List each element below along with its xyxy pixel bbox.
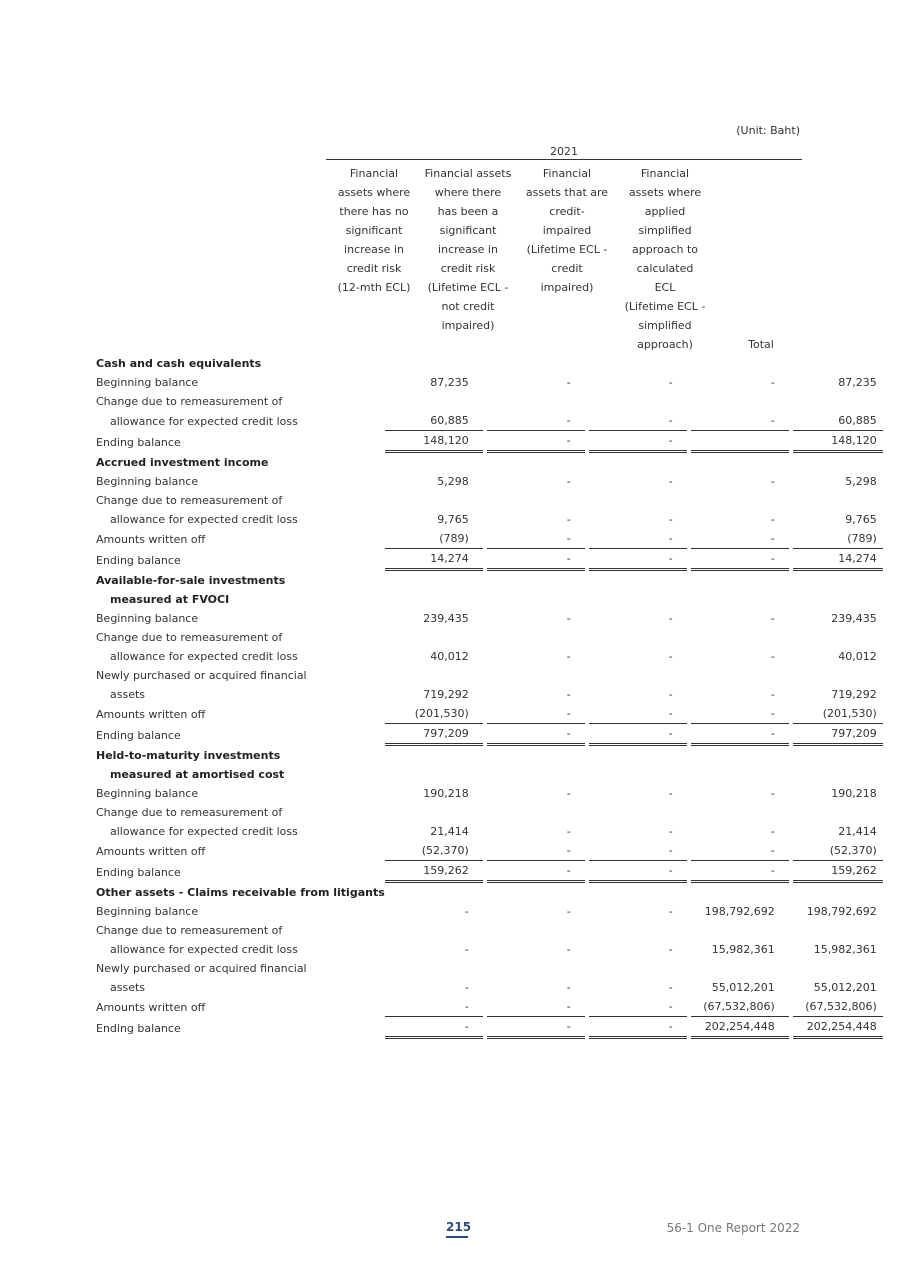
header-col-4: Financial assets where applied simplified approach to calculated ECL (Lifetime ECL - simplified approach): [624, 167, 706, 351]
table-row: [96, 529, 883, 549]
row-label: Ending balance: [96, 553, 181, 567]
table-row: [96, 609, 883, 628]
table-row: [96, 784, 883, 803]
cell-value: 198,792,692: [791, 902, 883, 921]
header-col-2: Financial assets where there has been a significant increase in credit risk (Lifetime ECL - not credit impaired): [424, 167, 512, 332]
cell-value: [587, 590, 689, 609]
row-label: allowance for expected credit loss: [110, 825, 298, 838]
table-row: [96, 978, 883, 997]
cell-value: -: [485, 373, 587, 392]
cell-value: -: [587, 529, 689, 549]
row-label: Change due to remeasurement of: [96, 395, 283, 408]
cell-value: [689, 803, 791, 822]
cell-value: [689, 354, 791, 373]
cell-value: 202,254,448: [791, 1017, 883, 1038]
cell-value: -: [689, 647, 791, 666]
cell-value: [791, 959, 883, 978]
cell-value: 159,262: [791, 861, 883, 882]
cell-value: [791, 590, 883, 609]
cell-value: 21,414: [791, 822, 883, 841]
row-label: Amounts written off: [96, 532, 206, 546]
cell-value: -: [485, 1017, 587, 1038]
cell-value: [385, 745, 485, 766]
section-row: [96, 570, 883, 591]
cell-value: [385, 666, 485, 685]
row-label: Amounts written off: [96, 1000, 206, 1014]
row-label: Beginning balance: [96, 475, 199, 488]
table-row: [96, 803, 883, 822]
cell-value: -: [464, 943, 469, 956]
cell-value: [385, 354, 485, 373]
section-title: measured at FVOCI: [110, 593, 230, 606]
table-row: [96, 921, 883, 940]
cell-value: 5,298: [791, 472, 883, 491]
cell-value: [485, 765, 587, 784]
section-title: Cash and cash equivalents: [96, 357, 262, 370]
cell-value: 21,414: [430, 825, 469, 838]
header-col-1: Financial assets where there has no significant increase in credit risk (12-mth ECL): [337, 167, 411, 294]
cell-value: (67,532,806): [689, 997, 791, 1017]
cell-value: [385, 491, 485, 510]
cell-value: [791, 745, 883, 766]
row-label: Beginning balance: [96, 787, 199, 800]
cell-value: -: [485, 822, 587, 841]
cell-value: [791, 628, 883, 647]
table-row: [96, 685, 883, 704]
cell-value: -: [689, 529, 791, 549]
cell-value: (789): [791, 529, 883, 549]
cell-value: -: [485, 784, 587, 803]
row-label: allowance for expected credit loss: [110, 414, 298, 428]
cell-value: [587, 803, 689, 822]
row-label: allowance for expected credit loss: [110, 650, 298, 663]
section-row: [96, 882, 883, 903]
cell-value: -: [485, 431, 587, 452]
page-number: 215: [446, 1220, 472, 1234]
cell-value: [587, 882, 689, 903]
cell-value: 148,120: [791, 431, 883, 452]
cell-value: 719,292: [791, 685, 883, 704]
cell-value: [587, 765, 689, 784]
cell-value: -: [485, 510, 587, 529]
cell-value: [485, 882, 587, 903]
table-row: [96, 628, 883, 647]
cell-value: [791, 803, 883, 822]
row-label: Change due to remeasurement of: [96, 924, 283, 937]
header-col-total: Total: [748, 338, 774, 351]
cell-value: [485, 570, 587, 591]
cell-value: -: [485, 411, 587, 431]
cell-value: [385, 628, 485, 647]
cell-value: [485, 959, 587, 978]
cell-value: 60,885: [791, 411, 883, 431]
cell-value: [689, 431, 791, 452]
row-label: Change due to remeasurement of: [96, 631, 283, 644]
cell-value: -: [587, 1017, 689, 1038]
cell-value: 14,274: [385, 549, 485, 570]
cell-value: -: [485, 978, 587, 997]
cell-value: 9,765: [791, 510, 883, 529]
cell-value: 5,298: [437, 475, 469, 488]
cell-value: [587, 628, 689, 647]
cell-value: -: [689, 411, 791, 431]
cell-value: -: [485, 940, 587, 959]
cell-value: -: [587, 647, 689, 666]
cell-value: [485, 745, 587, 766]
cell-value: -: [587, 510, 689, 529]
cell-value: [385, 392, 485, 411]
cell-value: [689, 921, 791, 940]
cell-value: [385, 921, 485, 940]
cell-value: 40,012: [430, 650, 469, 663]
row-label: Newly purchased or acquired financial: [96, 669, 307, 682]
cell-value: -: [587, 940, 689, 959]
page-number-underline: [446, 1236, 468, 1238]
cell-value: (67,532,806): [791, 997, 883, 1017]
header-col-3: Financial assets that are credit- impaired (Lifetime ECL - credit impaired): [525, 167, 609, 294]
table-row: [96, 940, 883, 959]
table-row: [96, 822, 883, 841]
cell-value: 719,292: [423, 688, 469, 701]
cell-value: (201,530): [791, 704, 883, 724]
cell-value: -: [587, 724, 689, 745]
cell-value: 797,209: [791, 724, 883, 745]
cell-value: -: [689, 510, 791, 529]
cell-value: 190,218: [791, 784, 883, 803]
cell-value: [485, 354, 587, 373]
section-row: [96, 590, 883, 609]
cell-value: (201,530): [385, 704, 485, 724]
cell-value: -: [485, 902, 587, 921]
cell-value: -: [485, 704, 587, 724]
cell-value: [689, 745, 791, 766]
row-label: assets: [110, 688, 146, 701]
cell-value: [385, 882, 485, 903]
cell-value: -: [689, 841, 791, 861]
cell-value: (789): [385, 529, 485, 549]
row-label: Ending balance: [96, 1021, 181, 1035]
year-divider: [326, 159, 802, 160]
cell-value: 202,254,448: [689, 1017, 791, 1038]
table-row: [96, 841, 883, 861]
cell-value: -: [587, 549, 689, 570]
section-title: Other assets - Claims receivable from litigants: [96, 886, 385, 899]
table-row: [96, 724, 883, 745]
cell-value: -: [385, 997, 485, 1017]
cell-value: -: [587, 685, 689, 704]
row-label: Ending balance: [96, 728, 181, 742]
cell-value: [689, 491, 791, 510]
cell-value: [385, 590, 485, 609]
cell-value: 198,792,692: [689, 902, 791, 921]
row-label: Change due to remeasurement of: [96, 806, 283, 819]
cell-value: -: [689, 609, 791, 628]
cell-value: [587, 491, 689, 510]
cell-value: -: [485, 647, 587, 666]
cell-value: -: [587, 978, 689, 997]
cell-value: [791, 491, 883, 510]
cell-value: [791, 921, 883, 940]
row-label: allowance for expected credit loss: [110, 513, 298, 526]
cell-value: -: [587, 997, 689, 1017]
cell-value: [485, 628, 587, 647]
allowance-table: [96, 354, 883, 1039]
cell-value: -: [587, 902, 689, 921]
table-row: [96, 510, 883, 529]
row-label: Newly purchased or acquired financial: [96, 962, 307, 975]
cell-value: [689, 765, 791, 784]
table-row: [96, 392, 883, 411]
cell-value: [485, 392, 587, 411]
cell-value: -: [587, 472, 689, 491]
table-row: [96, 704, 883, 724]
cell-value: [385, 765, 485, 784]
cell-value: -: [689, 724, 791, 745]
cell-value: [689, 590, 791, 609]
cell-value: 239,435: [791, 609, 883, 628]
row-label: allowance for expected credit loss: [110, 943, 298, 956]
table-row: [96, 666, 883, 685]
cell-value: [587, 392, 689, 411]
table-row: [96, 411, 883, 431]
cell-value: 239,435: [423, 612, 469, 625]
cell-value: [385, 803, 485, 822]
row-label: Beginning balance: [96, 376, 199, 389]
cell-value: -: [689, 373, 791, 392]
row-label: Beginning balance: [96, 905, 199, 918]
cell-value: [689, 959, 791, 978]
row-label: Ending balance: [96, 435, 181, 449]
cell-value: 159,262: [385, 861, 485, 882]
cell-value: [791, 666, 883, 685]
cell-value: [587, 745, 689, 766]
cell-value: -: [485, 472, 587, 491]
table-row: [96, 997, 883, 1017]
cell-value: [587, 666, 689, 685]
cell-value: [689, 666, 791, 685]
cell-value: -: [385, 1017, 485, 1038]
cell-value: -: [485, 841, 587, 861]
cell-value: [485, 921, 587, 940]
cell-value: -: [587, 784, 689, 803]
row-label: assets: [110, 981, 146, 994]
cell-value: [485, 803, 587, 822]
section-row: [96, 765, 883, 784]
cell-value: 797,209: [385, 724, 485, 745]
cell-value: 14,274: [791, 549, 883, 570]
cell-value: -: [689, 861, 791, 882]
cell-value: 15,982,361: [689, 940, 791, 959]
cell-value: 87,235: [791, 373, 883, 392]
cell-value: [385, 959, 485, 978]
table-row: [96, 647, 883, 666]
row-label: Ending balance: [96, 865, 181, 879]
row-label: Change due to remeasurement of: [96, 494, 283, 507]
cell-value: [587, 452, 689, 473]
cell-value: [689, 452, 791, 473]
cell-value: (52,370): [385, 841, 485, 861]
section-row: [96, 452, 883, 473]
table-row: [96, 491, 883, 510]
cell-value: [791, 392, 883, 411]
cell-value: 190,218: [423, 787, 469, 800]
report-name: 56-1 One Report 2022: [666, 1221, 800, 1235]
cell-value: -: [587, 704, 689, 724]
cell-value: -: [485, 997, 587, 1017]
cell-value: [689, 628, 791, 647]
cell-value: -: [485, 549, 587, 570]
cell-value: -: [689, 549, 791, 570]
table-row: [96, 373, 883, 392]
section-title: Held-to-maturity investments: [96, 749, 281, 762]
cell-value: [791, 570, 883, 591]
cell-value: [689, 392, 791, 411]
cell-value: [485, 491, 587, 510]
cell-value: -: [485, 529, 587, 549]
cell-value: -: [689, 704, 791, 724]
cell-value: -: [587, 411, 689, 431]
cell-value: (52,370): [791, 841, 883, 861]
table-row: [96, 902, 883, 921]
row-label: Beginning balance: [96, 612, 199, 625]
cell-value: -: [587, 609, 689, 628]
cell-value: -: [689, 822, 791, 841]
year-header: 2021: [550, 145, 578, 158]
cell-value: [385, 452, 485, 473]
row-label: Amounts written off: [96, 707, 206, 721]
row-label: Amounts written off: [96, 844, 206, 858]
cell-value: [791, 452, 883, 473]
section-title: measured at amortised cost: [110, 768, 285, 781]
cell-value: -: [689, 784, 791, 803]
cell-value: [485, 452, 587, 473]
cell-value: 15,982,361: [791, 940, 883, 959]
cell-value: 40,012: [791, 647, 883, 666]
cell-value: -: [485, 685, 587, 704]
cell-value: [689, 882, 791, 903]
cell-value: 60,885: [385, 411, 485, 431]
cell-value: -: [485, 861, 587, 882]
section-title: Accrued investment income: [96, 456, 269, 469]
cell-value: [485, 666, 587, 685]
cell-value: 55,012,201: [689, 978, 791, 997]
section-row: [96, 745, 883, 766]
table-row: [96, 959, 883, 978]
cell-value: [791, 882, 883, 903]
cell-value: -: [689, 472, 791, 491]
cell-value: -: [464, 981, 469, 994]
cell-value: [791, 354, 883, 373]
unit-label: (Unit: Baht): [736, 124, 800, 137]
table-row: [96, 431, 883, 452]
section-title: Available-for-sale investments: [96, 574, 286, 587]
cell-value: -: [587, 431, 689, 452]
cell-value: -: [587, 841, 689, 861]
cell-value: [689, 570, 791, 591]
cell-value: -: [587, 373, 689, 392]
section-row: [96, 354, 883, 373]
cell-value: 55,012,201: [791, 978, 883, 997]
cell-value: [587, 354, 689, 373]
cell-value: -: [464, 905, 469, 918]
table-row: [96, 1017, 883, 1038]
table-row: [96, 549, 883, 570]
cell-value: [587, 570, 689, 591]
table-row: [96, 472, 883, 491]
cell-value: -: [587, 822, 689, 841]
table-row: [96, 861, 883, 882]
cell-value: -: [485, 609, 587, 628]
cell-value: -: [485, 724, 587, 745]
cell-value: 148,120: [385, 431, 485, 452]
cell-value: [385, 570, 485, 591]
cell-value: -: [689, 685, 791, 704]
cell-value: [587, 921, 689, 940]
cell-value: 9,765: [437, 513, 469, 526]
cell-value: [587, 959, 689, 978]
cell-value: -: [587, 861, 689, 882]
cell-value: [791, 765, 883, 784]
cell-value: [485, 590, 587, 609]
cell-value: 87,235: [430, 376, 469, 389]
